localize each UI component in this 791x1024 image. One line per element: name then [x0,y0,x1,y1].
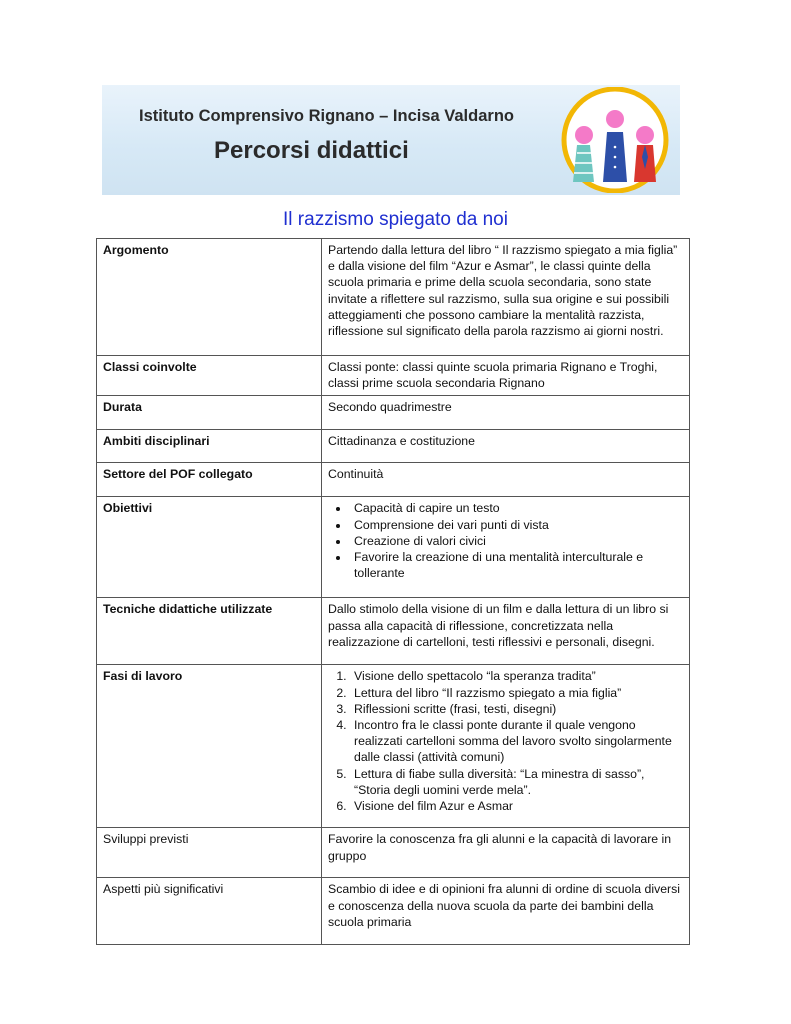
project-info-table [96,238,690,945]
row-value: Secondo quadrimestre [322,396,690,430]
row-label: Settore del POF collegato [97,463,322,497]
table-row [97,396,690,430]
banner-subtitle: Percorsi didattici [214,137,409,164]
row-value: Continuità [322,463,690,497]
row-value [322,497,690,598]
table-row [97,497,690,598]
list-item: 6. Visione del film Azur e Asmar [350,798,683,814]
row-label: Fasi di lavoro [97,665,322,828]
table-row [97,239,690,356]
table-row [97,598,690,665]
row-label: Sviluppi previsti [97,828,322,878]
list-item: • Capacità di capire un testo [350,500,683,516]
row-label: Argomento [97,239,322,356]
row-label: Aspetti più significativi [97,878,322,945]
objectives-list [328,500,683,581]
row-value: Dallo stimolo della visione di un film e dalla lettura di un libro si passa alla capacità di riflessione, concretizzata nella realizzazione di cartelloni, testi riflessivi e personali, disegni. [322,598,690,665]
row-value [322,665,690,828]
table-row [97,665,690,828]
row-value: Partendo dalla lettura del libro “ Il razzismo spiegato a mia figlia” e dalla visione del film “Azur e Asmar”, le classi quinte della scuola primaria e prime della scuola secondaria, sono state invitate a riflettere sul razzismo, sulla sua origine e sui possibili atteggiamenti che possono cambiare la mentalità razzista, riflessione sul significato della parola razzismo ai giorni nostri. [322,239,690,356]
row-value: Classi ponte: classi quinte scuola primaria Rignano e Troghi, classi prime scuola secondaria Rignano [322,356,690,396]
row-value: Favorire la conoscenza fra gli alunni e la capacità di lavorare in gruppo [322,828,690,878]
table-row [97,463,690,497]
list-item: 1. Visione dello spettacolo “la speranza tradita” [350,668,683,684]
row-label: Obiettivi [97,497,322,598]
document-title: Il razzismo spiegato da noi [283,209,508,230]
school-name: Istituto Comprensivo Rignano – Incisa Valdarno [139,107,514,125]
list-item: 2. Lettura del libro “Il razzismo spiegato a mia figlia” [350,685,683,701]
row-label: Ambiti disciplinari [97,430,322,463]
list-item: 3. Riflessioni scritte (frasi, testi, disegni) [350,701,683,717]
list-item: 5. Lettura di fiabe sulla diversità: “La minestra di sasso”, “Storia degli uomini verde mela”. [350,766,683,798]
row-value: Cittadinanza e costituzione [322,430,690,463]
table-row [97,828,690,878]
row-label: Tecniche didattiche utilizzate [97,598,322,665]
table-row [97,430,690,463]
school-logo [557,87,675,193]
list-item: 4. Incontro fra le classi ponte durante il quale vengono realizzati cartelloni somma del lavoro svolto singolarmente dalle classi (attività comuni) [350,717,683,766]
list-item: • Comprensione dei vari punti di vista [350,517,683,533]
list-item: • Creazione di valori civici [350,533,683,549]
row-label: Durata [97,396,322,430]
row-value: Scambio di idee e di opinioni fra alunni di ordine di scuola diversi e conoscenza della nuova scuola da parte dei bambini della scuola primaria [322,878,690,945]
header-banner [102,85,680,195]
table-row [97,356,690,396]
row-label: Classi coinvolte [97,356,322,396]
list-item: • Favorire la creazione di una mentalità interculturale e tollerante [350,549,683,581]
work-phases-list [328,668,683,814]
table-row [97,878,690,945]
